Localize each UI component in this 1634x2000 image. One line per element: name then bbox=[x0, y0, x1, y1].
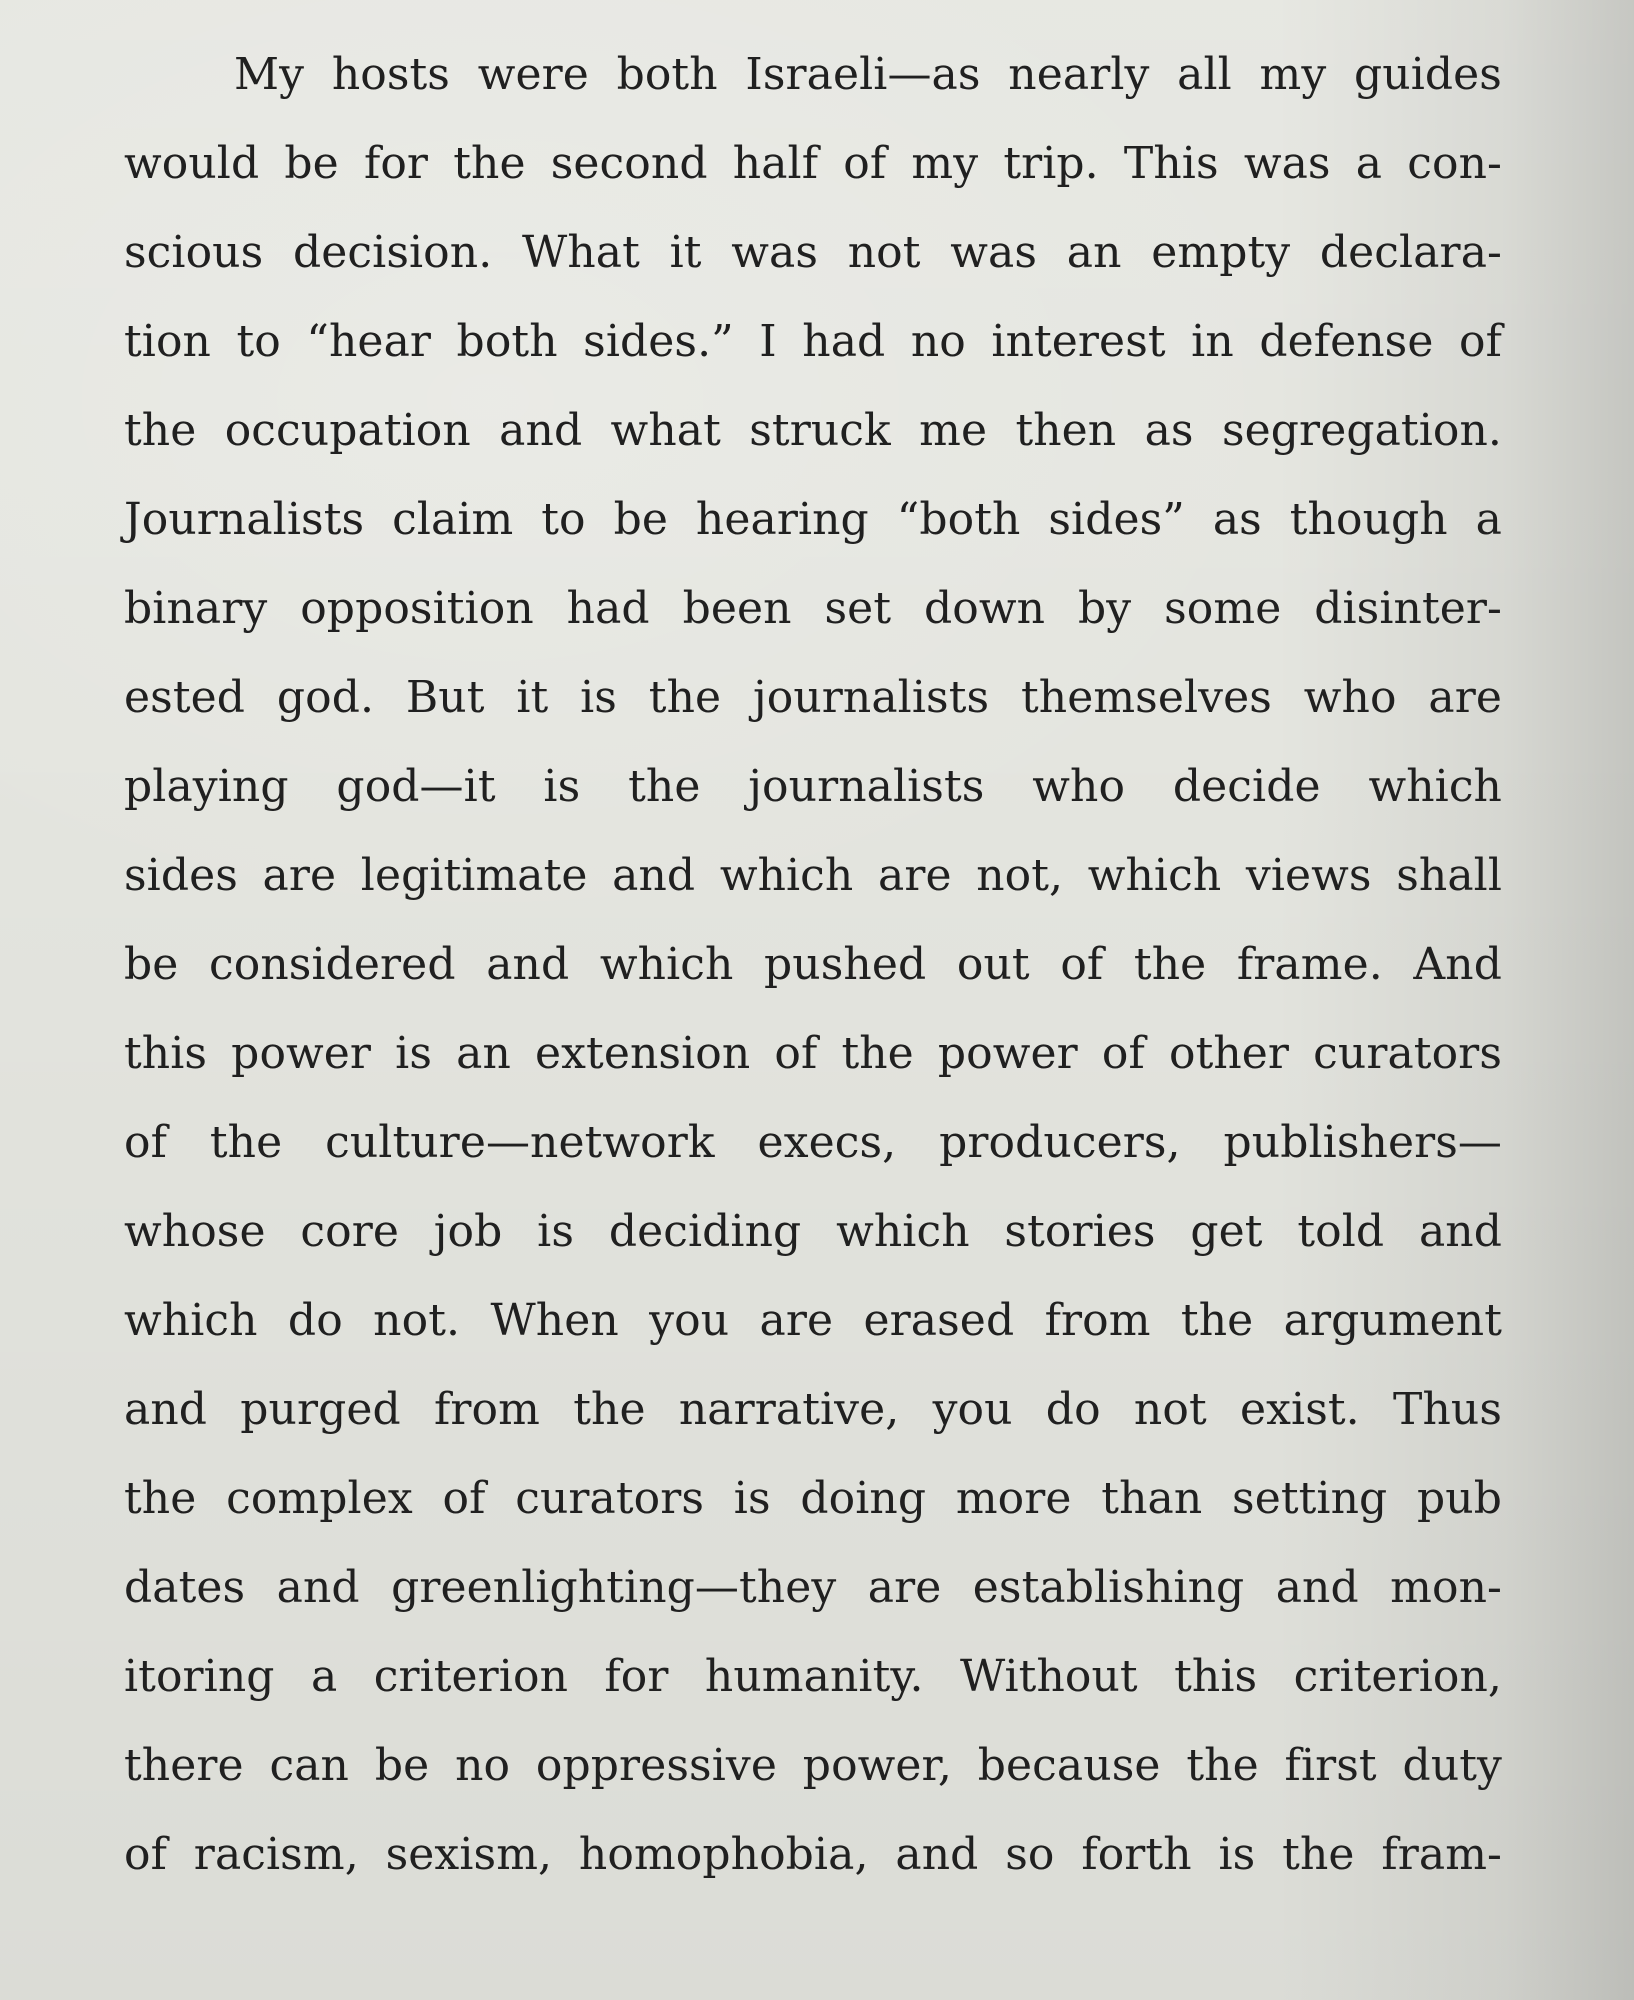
text-line-15: which do not. When you are erased from the argument bbox=[124, 1295, 1502, 1346]
text-line-4: tion to “hear both sides.” I had no interest in defense of bbox=[124, 316, 1502, 367]
text-line-2: would be for the second half of my trip. This was a con- bbox=[124, 138, 1502, 189]
text-line-17: the complex of curators is doing more than setting pub bbox=[124, 1473, 1502, 1524]
book-page-text bbox=[124, 30, 1502, 1899]
text-line-6: Journalists claim to be hearing “both sides” as though a bbox=[124, 494, 1502, 545]
text-line-16: and purged from the narrative, you do not exist. Thus bbox=[124, 1384, 1502, 1435]
text-line-21: of racism, sexism, homophobia, and so forth is the fram- bbox=[124, 1829, 1502, 1880]
text-line-5: the occupation and what struck me then as segregation. bbox=[124, 405, 1502, 456]
text-line-9: playing god—it is the journalists who decide which bbox=[124, 761, 1502, 812]
text-line-10: sides are legitimate and which are not, which views shall bbox=[124, 850, 1502, 901]
text-line-20: there can be no oppressive power, because the first duty bbox=[124, 1740, 1502, 1791]
text-line-18: dates and greenlighting—they are establishing and mon- bbox=[124, 1562, 1502, 1613]
text-line-14: whose core job is deciding which stories get told and bbox=[124, 1206, 1502, 1257]
text-line-12: this power is an extension of the power of other curators bbox=[124, 1028, 1502, 1079]
text-line-7: binary opposition had been set down by some disinter- bbox=[124, 583, 1502, 634]
text-line-1: My hosts were both Israeli—as nearly all my guides bbox=[234, 49, 1502, 100]
text-line-8: ested god. But it is the journalists themselves who are bbox=[124, 672, 1502, 723]
text-line-3: scious decision. What it was not was an empty declara- bbox=[124, 227, 1502, 278]
text-line-19: itoring a criterion for humanity. Without this criterion, bbox=[124, 1651, 1502, 1702]
text-line-13: of the culture—network execs, producers, publishers— bbox=[124, 1117, 1502, 1168]
text-line-11: be considered and which pushed out of the frame. And bbox=[124, 939, 1502, 990]
